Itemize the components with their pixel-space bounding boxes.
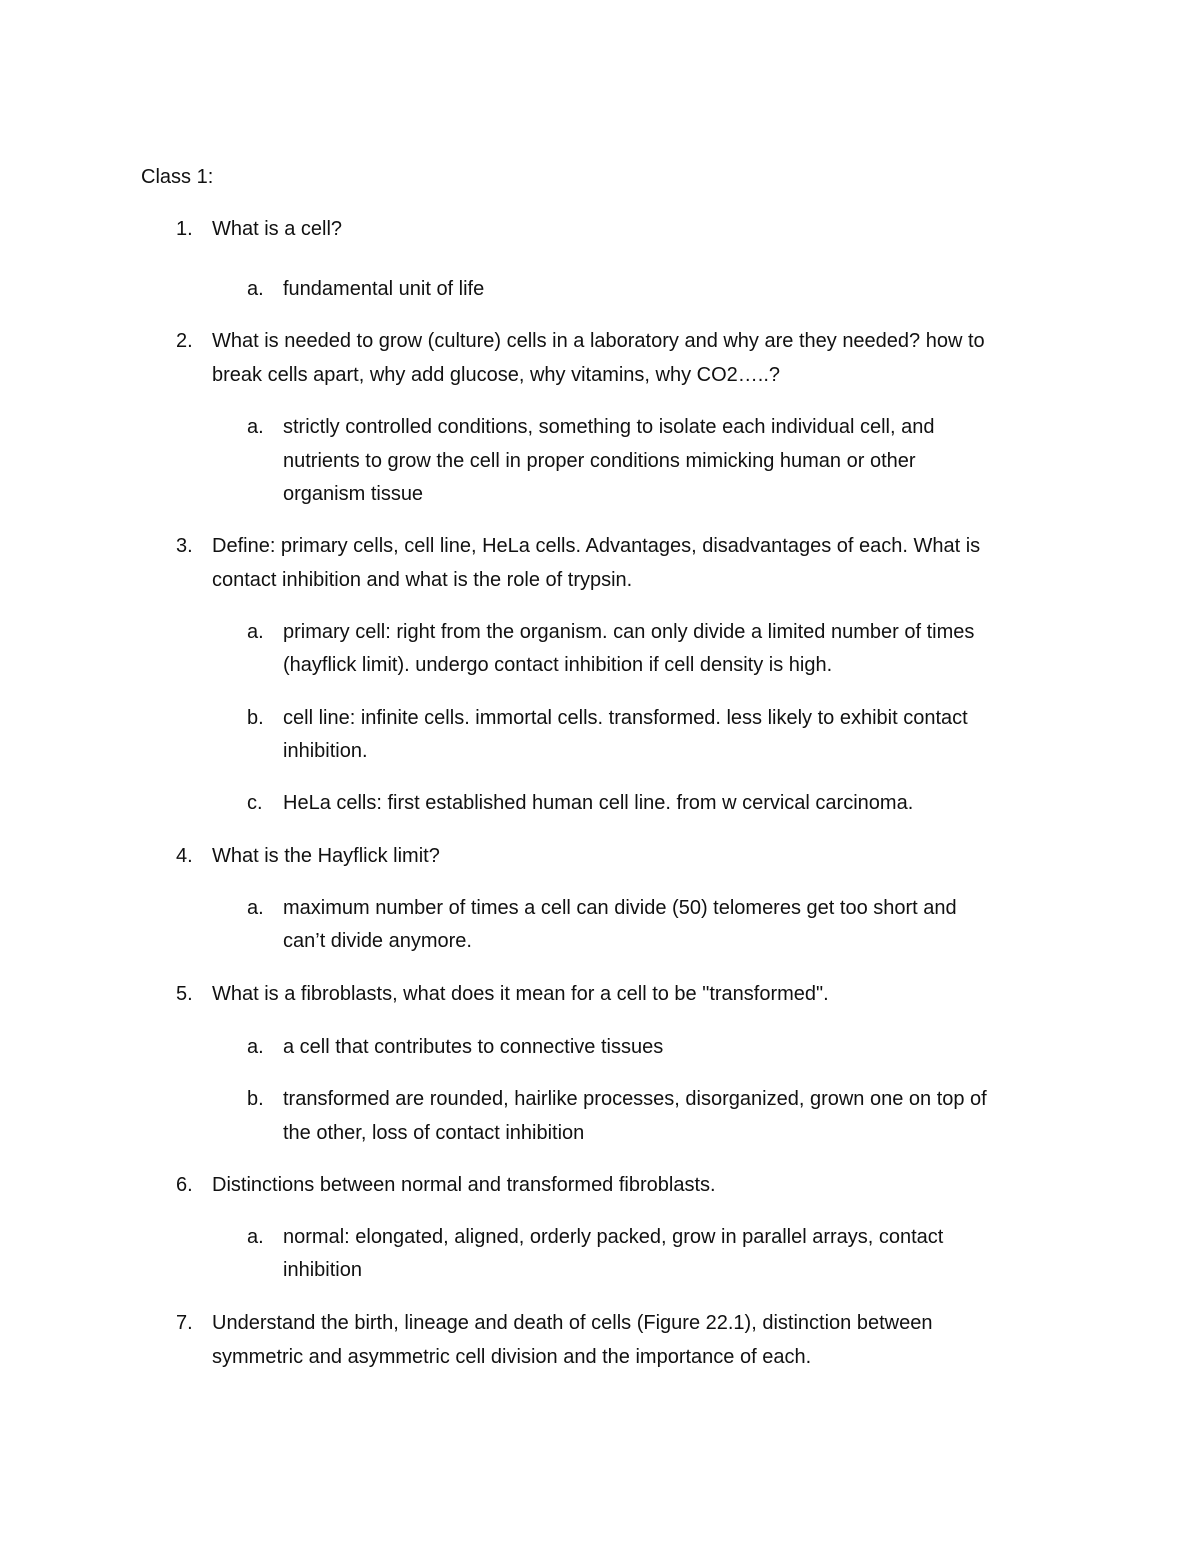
question-number: 2.	[176, 330, 193, 352]
answer-text: (hayflick limit). undergo contact inhibition if cell density is high.	[283, 654, 833, 676]
answer-letter: a.	[247, 416, 264, 438]
question-text: What is needed to grow (culture) cells in a laboratory and why are they needed? how to	[212, 330, 985, 352]
answer-text: a cell that contributes to connective tissues	[283, 1036, 664, 1058]
answer-letter: a.	[247, 1226, 264, 1248]
answer-text: HeLa cells: first established human cell line. from w cervical carcinoma.	[283, 792, 914, 814]
answer-text: strictly controlled conditions, something to isolate each individual cell, and	[283, 416, 935, 438]
question-text: What is a fibroblasts, what does it mean for a cell to be "transformed".	[212, 983, 829, 1005]
answer-text: nutrients to grow the cell in proper conditions mimicking human or other	[283, 450, 916, 472]
question-number: 4.	[176, 845, 193, 867]
answer-text: cell line: infinite cells. immortal cells. transformed. less likely to exhibit contact	[283, 707, 968, 729]
question-text: What is the Hayflick limit?	[212, 845, 440, 867]
answer-text: maximum number of times a cell can divide (50) telomeres get too short and	[283, 897, 957, 919]
answer-text: primary cell: right from the organism. can only divide a limited number of times	[283, 621, 975, 643]
page-title: Class 1:	[141, 166, 214, 188]
answer-text: fundamental unit of life	[283, 278, 485, 300]
answer-text: the other, loss of contact inhibition	[283, 1122, 585, 1144]
question-text: break cells apart, why add glucose, why vitamins, why CO2…..?	[212, 364, 781, 386]
answer-letter: b.	[247, 1088, 264, 1110]
question-text: contact inhibition and what is the role of trypsin.	[212, 569, 633, 591]
answer-text: can’t divide anymore.	[283, 930, 472, 952]
answer-letter: a.	[247, 1036, 264, 1058]
question-text: Define: primary cells, cell line, HeLa cells. Advantages, disadvantages of each. What is	[212, 535, 981, 557]
question-number: 1.	[176, 218, 193, 240]
answer-text: inhibition.	[283, 740, 368, 762]
question-text: symmetric and asymmetric cell division and the importance of each.	[212, 1346, 812, 1368]
question-text: Distinctions between normal and transformed fibroblasts.	[212, 1174, 716, 1196]
question-text: Understand the birth, lineage and death of cells (Figure 22.1), distinction between	[212, 1312, 933, 1334]
question-number: 5.	[176, 983, 193, 1005]
answer-text: transformed are rounded, hairlike processes, disorganized, grown one on top of	[283, 1088, 987, 1110]
question-number: 7.	[176, 1312, 193, 1334]
answer-letter: a.	[247, 278, 264, 300]
answer-text: organism tissue	[283, 483, 424, 505]
question-number: 6.	[176, 1174, 193, 1196]
answer-letter: a.	[247, 621, 264, 643]
question-text: What is a cell?	[212, 218, 343, 240]
answer-letter: c.	[247, 792, 263, 814]
answer-letter: a.	[247, 897, 264, 919]
answer-letter: b.	[247, 707, 264, 729]
question-number: 3.	[176, 535, 193, 557]
answer-text: normal: elongated, aligned, orderly packed, grow in parallel arrays, contact	[283, 1226, 944, 1248]
answer-text: inhibition	[283, 1259, 362, 1281]
